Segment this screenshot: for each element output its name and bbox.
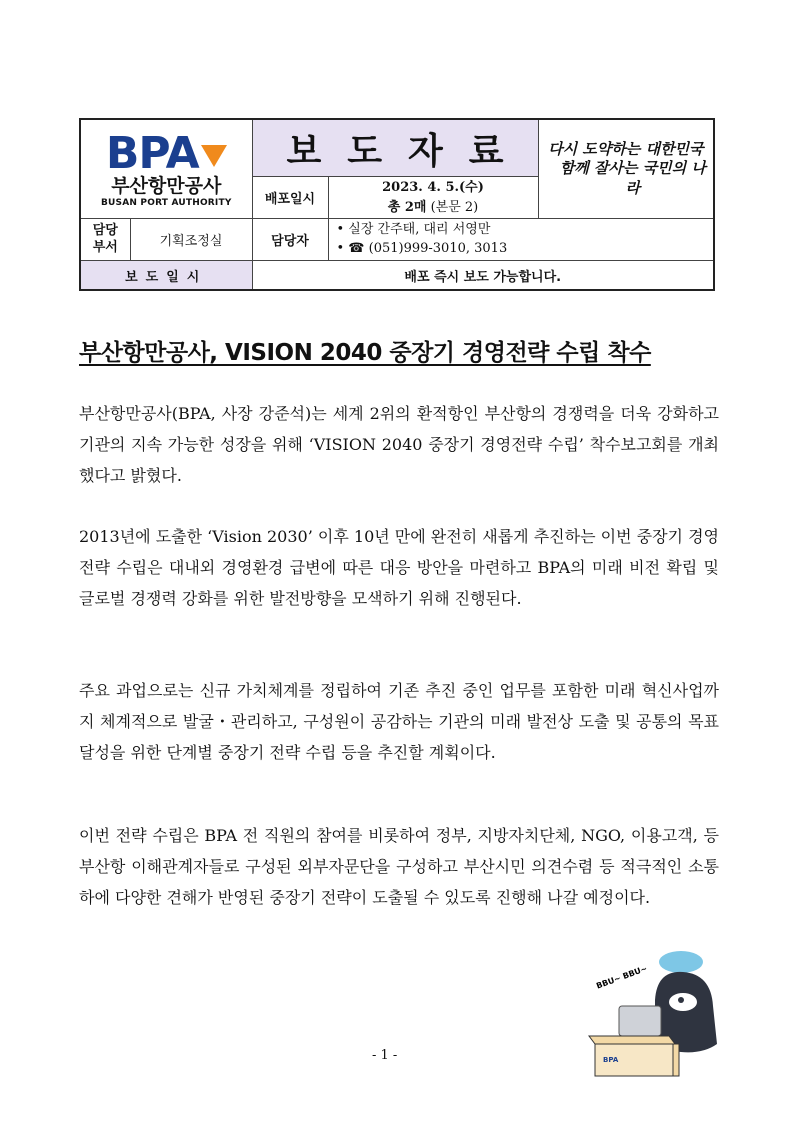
department-value: 기획조정실 (130, 219, 252, 261)
department-label-text: 담당 부서 (92, 222, 118, 255)
contact-names: • 실장 간주태, 대리 서영만 (336, 221, 491, 237)
release-date-label: 배포일시 (252, 177, 328, 219)
contact-label: 담당자 (252, 219, 328, 261)
department-label (80, 219, 130, 261)
bpa-logo (81, 128, 252, 180)
page-count: 총 2매 (387, 199, 427, 215)
release-date: 2023. 4. 5.(수) (382, 180, 484, 195)
logo-cell (80, 119, 252, 219)
laptop-icon (619, 1006, 661, 1036)
headline: 부산항만공사, VISION 2040 중장기 경영전략 수립 착수 (79, 340, 651, 366)
paragraph-2: 2013년에 도출한 ‘Vision 2030’ 이후 10년 만에 완전히 새롭게 추진하는 이번 중장기 경영전략 수립은 대내외 경영환경 급변에 따른 대응 방안을 마련하고 BPA의 미래 비전 확립 및 글로벌 경쟁력 강화를 위한 발전방향을 모색하기 위해 진행된다. (79, 527, 719, 608)
slogan-line-1: 다시 도약하는 대한민국 (548, 139, 704, 158)
contact-info (328, 219, 714, 261)
paragraph-3: 주요 과업으로는 신규 가치체계를 정립하여 기존 추진 중인 업무를 포함한 미래 혁신사업까지 체계적으로 발굴・관리하고, 구성원이 공감하는 기관의 미래 발전상 도출 및 공통의 목표 달성을 위한 단계별 중장기 전략 수립 등을 추진할 계획이다. (79, 681, 719, 762)
contact-phone: • ☎ (051)999-3010, 3013 (336, 240, 508, 256)
page-number: - 1 - (372, 1048, 398, 1063)
embargo-label: 보도일시 (80, 261, 252, 291)
desk-icon (589, 1036, 675, 1044)
logo-triangle-icon (201, 145, 227, 167)
press-release-header (79, 118, 715, 291)
org-name-kr: 부산항만공사 (111, 175, 222, 198)
desk-logo: BPA (603, 1056, 619, 1064)
bpa-logo-text: BPA (105, 128, 199, 180)
document-title: 보도자료 (252, 119, 538, 177)
embargo-value: 배포 즉시 보도 가능합니다. (252, 261, 714, 291)
mascot-speech: BBU~ BBU~ (595, 963, 649, 991)
baby-whale-icon (659, 951, 703, 973)
slogan-line-2: 함께 잘사는 국민의 나라 (559, 159, 706, 197)
paragraph-1: 부산항만공사(BPA, 사장 강준석)는 세계 2위의 환적항인 부산항의 경쟁력을 더욱 강화하고 기관의 지속 가능한 성장을 위해 ‘VISION 2040 중장기 경영전략 수립’ 착수보고회를 개최했다고 밝혔다. (79, 404, 719, 485)
slogan (538, 119, 714, 219)
org-name-en: BUSAN PORT AUTHORITY (100, 197, 232, 208)
paragraph-4: 이번 전략 수립은 BPA 전 직원의 참여를 비롯하여 정부, 지방자치단체, NGO, 이용고객, 등 부산항 이해관계자들로 구성된 외부자문단을 구성하고 부산시민 의견수렴 등 적극적인 소통 하에 다양한 견해가 반영된 중장기 전략이 도출될 수 있도록 진행해 나갈 예정이다. (79, 826, 719, 907)
release-date-cell (328, 177, 538, 219)
mascot-illustration (585, 940, 725, 1080)
page-count-note: (본문 2) (430, 199, 479, 215)
